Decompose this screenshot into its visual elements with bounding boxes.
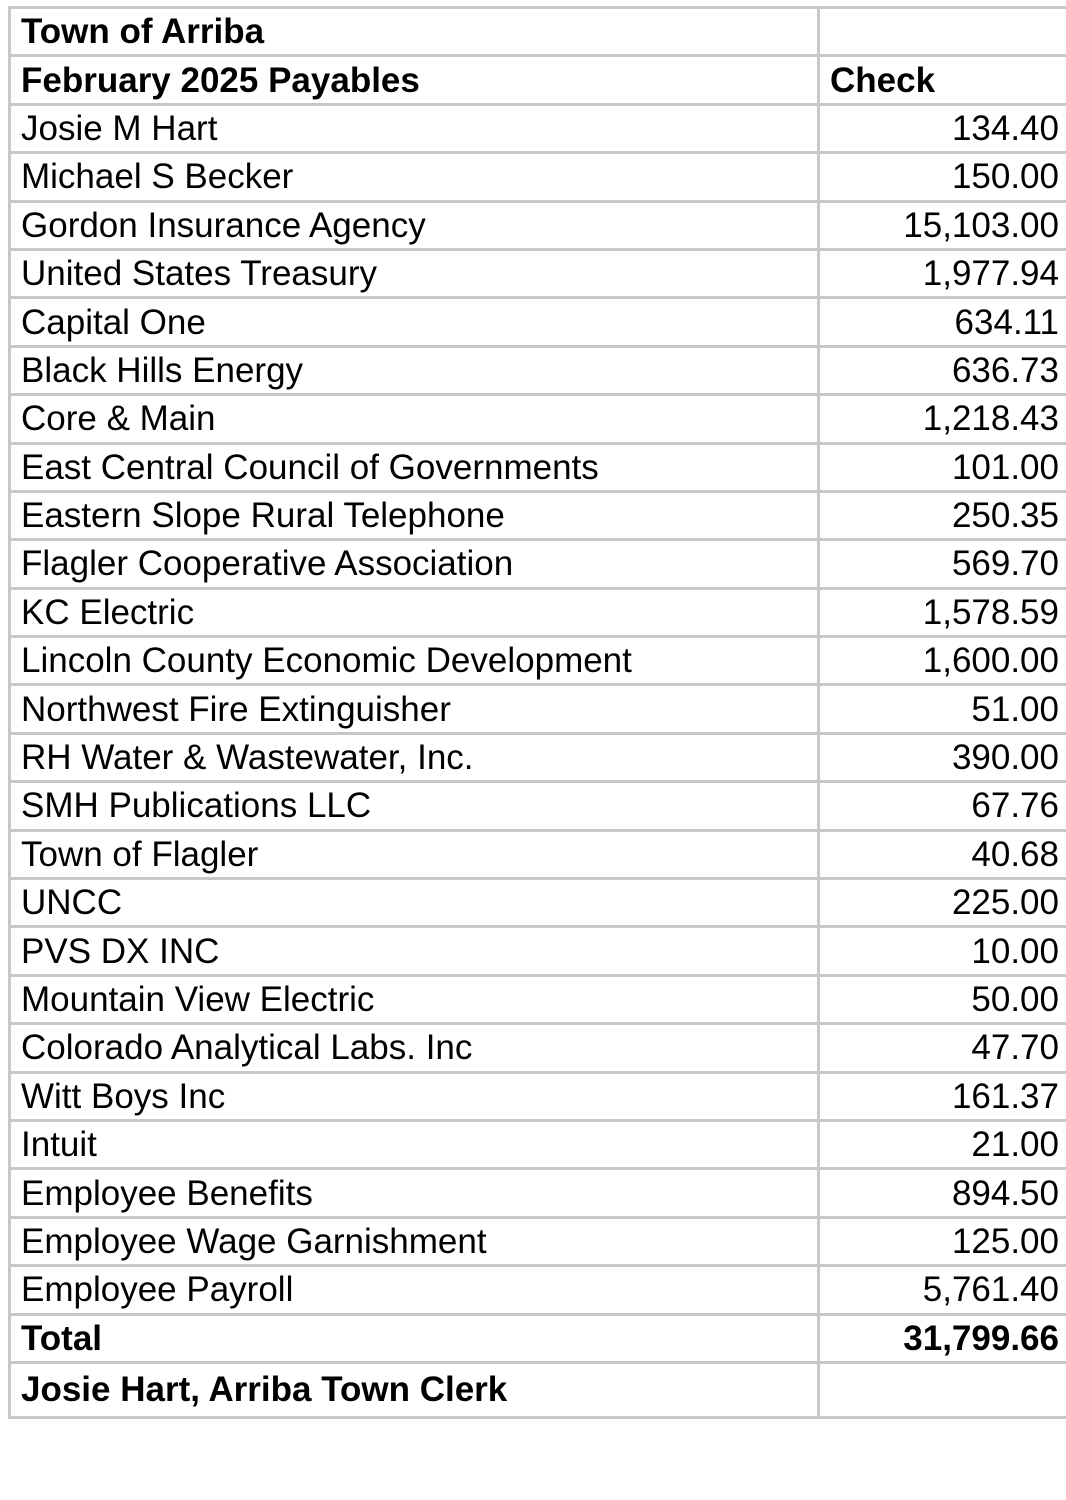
table-row <box>10 830 1066 878</box>
check-amount: 1,977.94 <box>819 249 1066 297</box>
check-amount: 51.00 <box>819 685 1066 733</box>
check-amount: 50.00 <box>819 975 1066 1023</box>
table-row <box>10 491 1066 539</box>
check-amount: 1,578.59 <box>819 588 1066 636</box>
check-amount: 225.00 <box>819 879 1066 927</box>
table-row <box>10 975 1066 1023</box>
payee-name: Witt Boys Inc <box>10 1072 819 1120</box>
table-row <box>10 395 1066 443</box>
table-row <box>10 879 1066 927</box>
payee-name: United States Treasury <box>10 249 819 297</box>
payee-name: Intuit <box>10 1120 819 1168</box>
table-row <box>10 346 1066 394</box>
table-row <box>10 153 1066 201</box>
payee-name: Northwest Fire Extinguisher <box>10 685 819 733</box>
table-row <box>10 1169 1066 1217</box>
subtitle-row <box>10 56 1066 104</box>
check-amount: 390.00 <box>819 733 1066 781</box>
table-row <box>10 733 1066 781</box>
period-title: February 2025 Payables <box>10 56 819 104</box>
total-row <box>10 1314 1066 1362</box>
payee-name: Josie M Hart <box>10 104 819 152</box>
check-amount: 634.11 <box>819 298 1066 346</box>
empty-cell <box>819 1362 1066 1417</box>
total-amount: 31,799.66 <box>819 1314 1066 1362</box>
table-row <box>10 1024 1066 1072</box>
payee-name: Gordon Insurance Agency <box>10 201 819 249</box>
check-amount: 15,103.00 <box>819 201 1066 249</box>
payee-name: KC Electric <box>10 588 819 636</box>
payee-name: Town of Flagler <box>10 830 819 878</box>
payee-name: Employee Wage Garnishment <box>10 1217 819 1265</box>
check-amount: 1,600.00 <box>819 637 1066 685</box>
payee-name: Eastern Slope Rural Telephone <box>10 491 819 539</box>
title-row <box>10 8 1066 56</box>
payee-name: Michael S Becker <box>10 153 819 201</box>
check-amount: 10.00 <box>819 927 1066 975</box>
table-row <box>10 1072 1066 1120</box>
check-amount: 21.00 <box>819 1120 1066 1168</box>
table-row <box>10 588 1066 636</box>
payables-table <box>8 6 1066 1419</box>
table-row <box>10 443 1066 491</box>
payee-name: UNCC <box>10 879 819 927</box>
table-row <box>10 637 1066 685</box>
table-row <box>10 540 1066 588</box>
table-row <box>10 104 1066 152</box>
clerk-signature: Josie Hart, Arriba Town Clerk <box>10 1362 819 1417</box>
payee-name: Flagler Cooperative Association <box>10 540 819 588</box>
empty-cell <box>819 8 1066 56</box>
check-amount: 161.37 <box>819 1072 1066 1120</box>
check-amount: 250.35 <box>819 491 1066 539</box>
check-amount: 894.50 <box>819 1169 1066 1217</box>
check-amount: 5,761.40 <box>819 1266 1066 1314</box>
payee-name: Black Hills Energy <box>10 346 819 394</box>
check-amount: 1,218.43 <box>819 395 1066 443</box>
table-row <box>10 685 1066 733</box>
check-amount: 67.76 <box>819 782 1066 830</box>
check-amount: 636.73 <box>819 346 1066 394</box>
check-amount: 101.00 <box>819 443 1066 491</box>
check-amount: 47.70 <box>819 1024 1066 1072</box>
payee-name: Colorado Analytical Labs. Inc <box>10 1024 819 1072</box>
check-amount: 134.40 <box>819 104 1066 152</box>
table-row <box>10 249 1066 297</box>
table-row <box>10 1266 1066 1314</box>
check-column-header: Check <box>819 56 1066 104</box>
payee-name: Core & Main <box>10 395 819 443</box>
footer-row <box>10 1362 1066 1417</box>
total-label: Total <box>10 1314 819 1362</box>
table-row <box>10 927 1066 975</box>
payee-name: Lincoln County Economic Development <box>10 637 819 685</box>
check-amount: 569.70 <box>819 540 1066 588</box>
check-amount: 40.68 <box>819 830 1066 878</box>
payee-name: Employee Benefits <box>10 1169 819 1217</box>
check-amount: 150.00 <box>819 153 1066 201</box>
table-row <box>10 298 1066 346</box>
payee-name: Employee Payroll <box>10 1266 819 1314</box>
payee-name: Mountain View Electric <box>10 975 819 1023</box>
check-amount: 125.00 <box>819 1217 1066 1265</box>
table-row <box>10 1217 1066 1265</box>
payee-name: SMH Publications LLC <box>10 782 819 830</box>
town-title: Town of Arriba <box>10 8 819 56</box>
table-row <box>10 201 1066 249</box>
payee-name: PVS DX INC <box>10 927 819 975</box>
table-row <box>10 782 1066 830</box>
table-row <box>10 1120 1066 1168</box>
payee-name: RH Water & Wastewater, Inc. <box>10 733 819 781</box>
payee-name: East Central Council of Governments <box>10 443 819 491</box>
payee-name: Capital One <box>10 298 819 346</box>
